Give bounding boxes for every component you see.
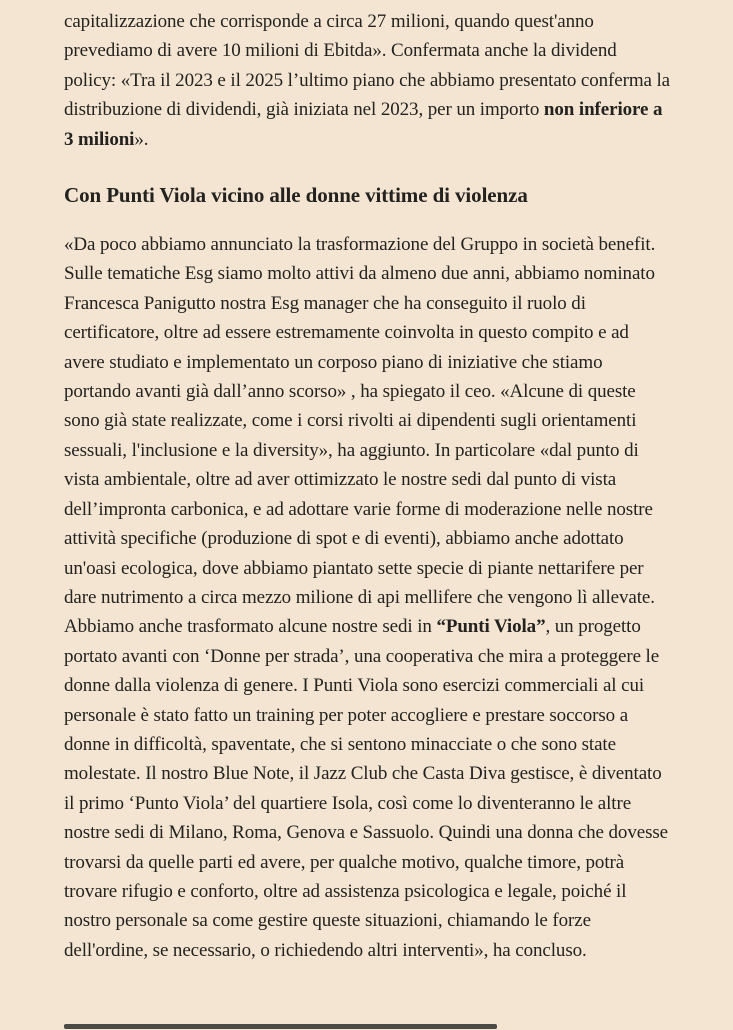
paragraph-financials-end: ». xyxy=(134,128,149,150)
section-heading: Con Punti Viola vicino alle donne vittime di violenza xyxy=(64,183,528,208)
paragraph-punti-viola-text: «Da poco abbiamo annunciato la trasformazione del Gruppo in società benefit. Sulle tematiche Esg siamo molto attivi da almeno due anni, abbiamo nominato Francesca Panigutto nostra Esg manager che ha conseguito il ruolo di certificatore, oltre ad essere estremamente coinvolta in questo compito e ad avere studiato e implementato un corposo piano di iniziative che stiamo portando avanti già dall’anno scorso» , ha spiegato il ceo. «Alcune di queste sono già state realizzate, come i corsi rivolti ai dipendenti sugli orientamenti sessuali, l'inclusione e la diversity», ha aggiunto. In particolare «dal punto di vista ambientale, oltre ad aver ottimizzato le nostre sedi dal punto di vista dell’impronta carbonica, e ad adottare varie forme di moderazione nelle nostre attività specifiche (produzione di spot e di eventi), abbiamo anche adottato un'oasi ecologica, dove abbiamo piantato sette specie di piante nettarifere per dare nutrimento a circa mezzo milione di api mellifere che vengono lì allevate. Abbiamo anche trasformato alcune nostre sedi in xyxy=(64,234,656,638)
paragraph-punti-viola xyxy=(64,230,671,965)
paragraph-punti-viola-end: , un progetto portato avanti con ‘Donne per strada’, una cooperativa che mira a proteggere le donne dalla violenza di genere. I Punti Viola sono esercizi commerciali al cui personale è stato fatto un training per poter accogliere e prestare soccorso a donne in difficoltà, spaventate, che si sentono minacciate o che sono state molestate. Il nostro Blue Note, il Jazz Club che Casta Diva gestisce, è diventato il primo ‘Punto Viola’ del quartiere Isola, così come lo diventeranno le altre nostre sedi di Milano, Roma, Genova e Sassuolo. Quindi una donna che dovesse trovarsi da quelle parti ed avere, per qualche motivo, qualche timore, potrà trovare rifugio e conforto, oltre ad assistenza psicologica e legale, poiché il nostro personale sa come gestire queste situazioni, chiamando le forze dell'ordine, se necessario, o richiedendo altri interventi», ha concluso. xyxy=(64,616,668,961)
paragraph-punti-viola-bold: “Punti Viola” xyxy=(436,616,546,638)
horizontal-scrollbar-thumb[interactable] xyxy=(64,1024,497,1029)
paragraph-financials-text: capitalizzazione che corrisponde a circa 27 milioni, quando quest'anno prevediamo di avere 10 milioni di Ebitda». Confermata anche la dividend policy: «Tra il 2023 e il 2025 l’ultimo piano che abbiamo presentato conferma la distribuzione di dividendi, già iniziata nel 2023, per un importo xyxy=(64,11,671,121)
paragraph-financials-bold: non inferiore a 3 milioni xyxy=(64,99,663,150)
paragraph-financials xyxy=(64,7,671,154)
